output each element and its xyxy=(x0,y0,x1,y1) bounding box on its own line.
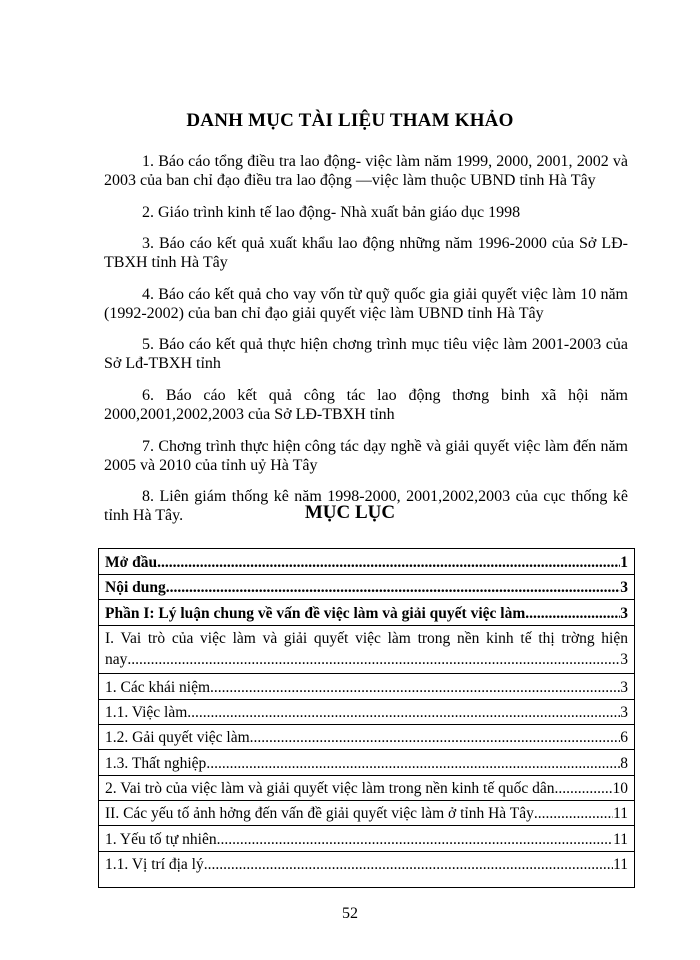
toc-entry-page: 11 xyxy=(613,805,628,822)
table-divider xyxy=(99,749,634,750)
toc-entry[interactable] xyxy=(105,677,628,698)
toc-entry[interactable] xyxy=(105,753,628,774)
table-divider xyxy=(99,825,634,826)
toc-entry[interactable] xyxy=(105,803,628,824)
toc-entry[interactable] xyxy=(105,577,628,598)
table-divider xyxy=(99,699,634,700)
table-divider xyxy=(99,851,634,852)
toc-entry-title: 1.1. Việc làm xyxy=(105,704,188,721)
reference-item: 7. Chơng trình thực hiện công tác dạy nghề và giải quyết việc làm đến năm 2005 và 2010 của tỉnh uỷ Hà Tây xyxy=(104,437,628,474)
reference-item: 3. Báo cáo kết quả xuất khẩu lao động những năm 1996-2000 của Sở LĐ-TBXH tỉnh Hà Tây xyxy=(104,235,628,272)
toc-entry[interactable] xyxy=(105,702,628,723)
toc-entry-title-cont: nay xyxy=(105,651,128,668)
toc-entry-page: 6 xyxy=(620,729,628,746)
table-divider xyxy=(99,599,634,600)
table-divider xyxy=(99,800,634,801)
toc-entry-title: 1.1. Vị trí địa lý xyxy=(105,856,204,873)
reference-item: 4. Báo cáo kết quả cho vay vốn từ quỹ quốc gia giải quyết việc làm 10 năm (1992-2002) của ban chỉ đạo giải quyết việc làm UBND tỉnh Hà Tây xyxy=(104,285,628,322)
toc-entry[interactable] xyxy=(105,628,628,670)
toc-entry-title: 2. Vai trò của việc làm và giải quyết việc làm trong nền kinh tế quốc dân xyxy=(105,780,555,797)
toc-entry[interactable] xyxy=(105,854,628,875)
toc-entry-page: 3 xyxy=(620,704,628,721)
toc-entry-title: Phần I: Lý luận chung về vấn đề việc làm và giải quyết việc làm xyxy=(105,605,526,622)
table-divider xyxy=(99,775,634,776)
reference-item: 1. Báo cáo tổng điều tra lao động- việc làm năm 1999, 2000, 2001, 2002 và 2003 của ban chỉ đạo điều tra lao động —việc làm thuộc UBND tỉnh Hà Tây xyxy=(104,153,628,189)
toc-entry-title: 1.3. Thất nghiệp xyxy=(105,755,207,772)
toc-entry-page: 1 xyxy=(620,554,628,571)
reference-item: 5. Báo cáo kết quả thực hiện chơng trình mục tiêu việc làm 2001-2003 của Sở Lđ-TBXH tỉnh xyxy=(104,336,628,373)
table-divider xyxy=(99,625,634,626)
toc-entry-title: Nội dung xyxy=(105,579,166,596)
toc-entry[interactable] xyxy=(105,552,628,573)
reference-item: 2. Giáo trình kinh tế lao động- Nhà xuất bản giáo dục 1998 xyxy=(142,203,521,221)
toc-entry-title: 1. Yếu tố tự nhiên xyxy=(105,831,217,848)
toc-entry[interactable] xyxy=(105,603,628,624)
page-number: 52 xyxy=(342,905,358,922)
table-divider xyxy=(99,673,634,674)
toc-entry[interactable] xyxy=(105,727,628,748)
references-title: DANH MỤC TÀI LIỆU THAM KHẢO xyxy=(186,110,514,131)
toc-entry-title: II. Các yếu tố ảnh hởng đến vấn đề giải quyết việc làm ở tỉnh Hà Tây xyxy=(105,805,534,822)
table-divider xyxy=(99,724,634,725)
toc-entry-page: 3 xyxy=(620,605,628,622)
toc-entry-page: 3 xyxy=(620,579,628,596)
table-divider xyxy=(99,574,634,575)
reference-item: 8. Liên giám thống kê năm 1998-2000, 2001,2002,2003 của cục thống kê tỉnh Hà Tây. xyxy=(104,488,628,525)
toc-entry-page: 3 xyxy=(620,651,628,668)
toc-entry-title: I. Vai trò của việc làm và giải quyết việc làm trong nền kinh tế thị trờng hiện xyxy=(105,630,628,647)
toc-entry-title: Mở đầu. xyxy=(105,554,161,571)
toc-entry-page: 11 xyxy=(613,831,628,848)
toc-entry-title: 1. Các khái niệm. xyxy=(105,679,214,696)
reference-item: 6. Báo cáo kết quả công tác lao động thơng binh xã hội năm 2000,2001,2002,2003 của Sở LĐ-TBXH tỉnh xyxy=(104,386,628,423)
toc-title: MỤC LỤC xyxy=(304,502,396,523)
toc-entry-page: 3 xyxy=(620,679,628,696)
toc-table xyxy=(98,548,635,888)
toc-entry-title: 1.2. Gải quyết việc làm xyxy=(105,729,250,746)
toc-entry-page: 8 xyxy=(620,755,628,772)
toc-entry[interactable] xyxy=(105,829,628,850)
toc-entry[interactable] xyxy=(105,778,628,799)
references-list xyxy=(104,152,628,538)
toc-entry-page: 11 xyxy=(613,856,628,873)
toc-entry-page: 10 xyxy=(612,780,628,797)
